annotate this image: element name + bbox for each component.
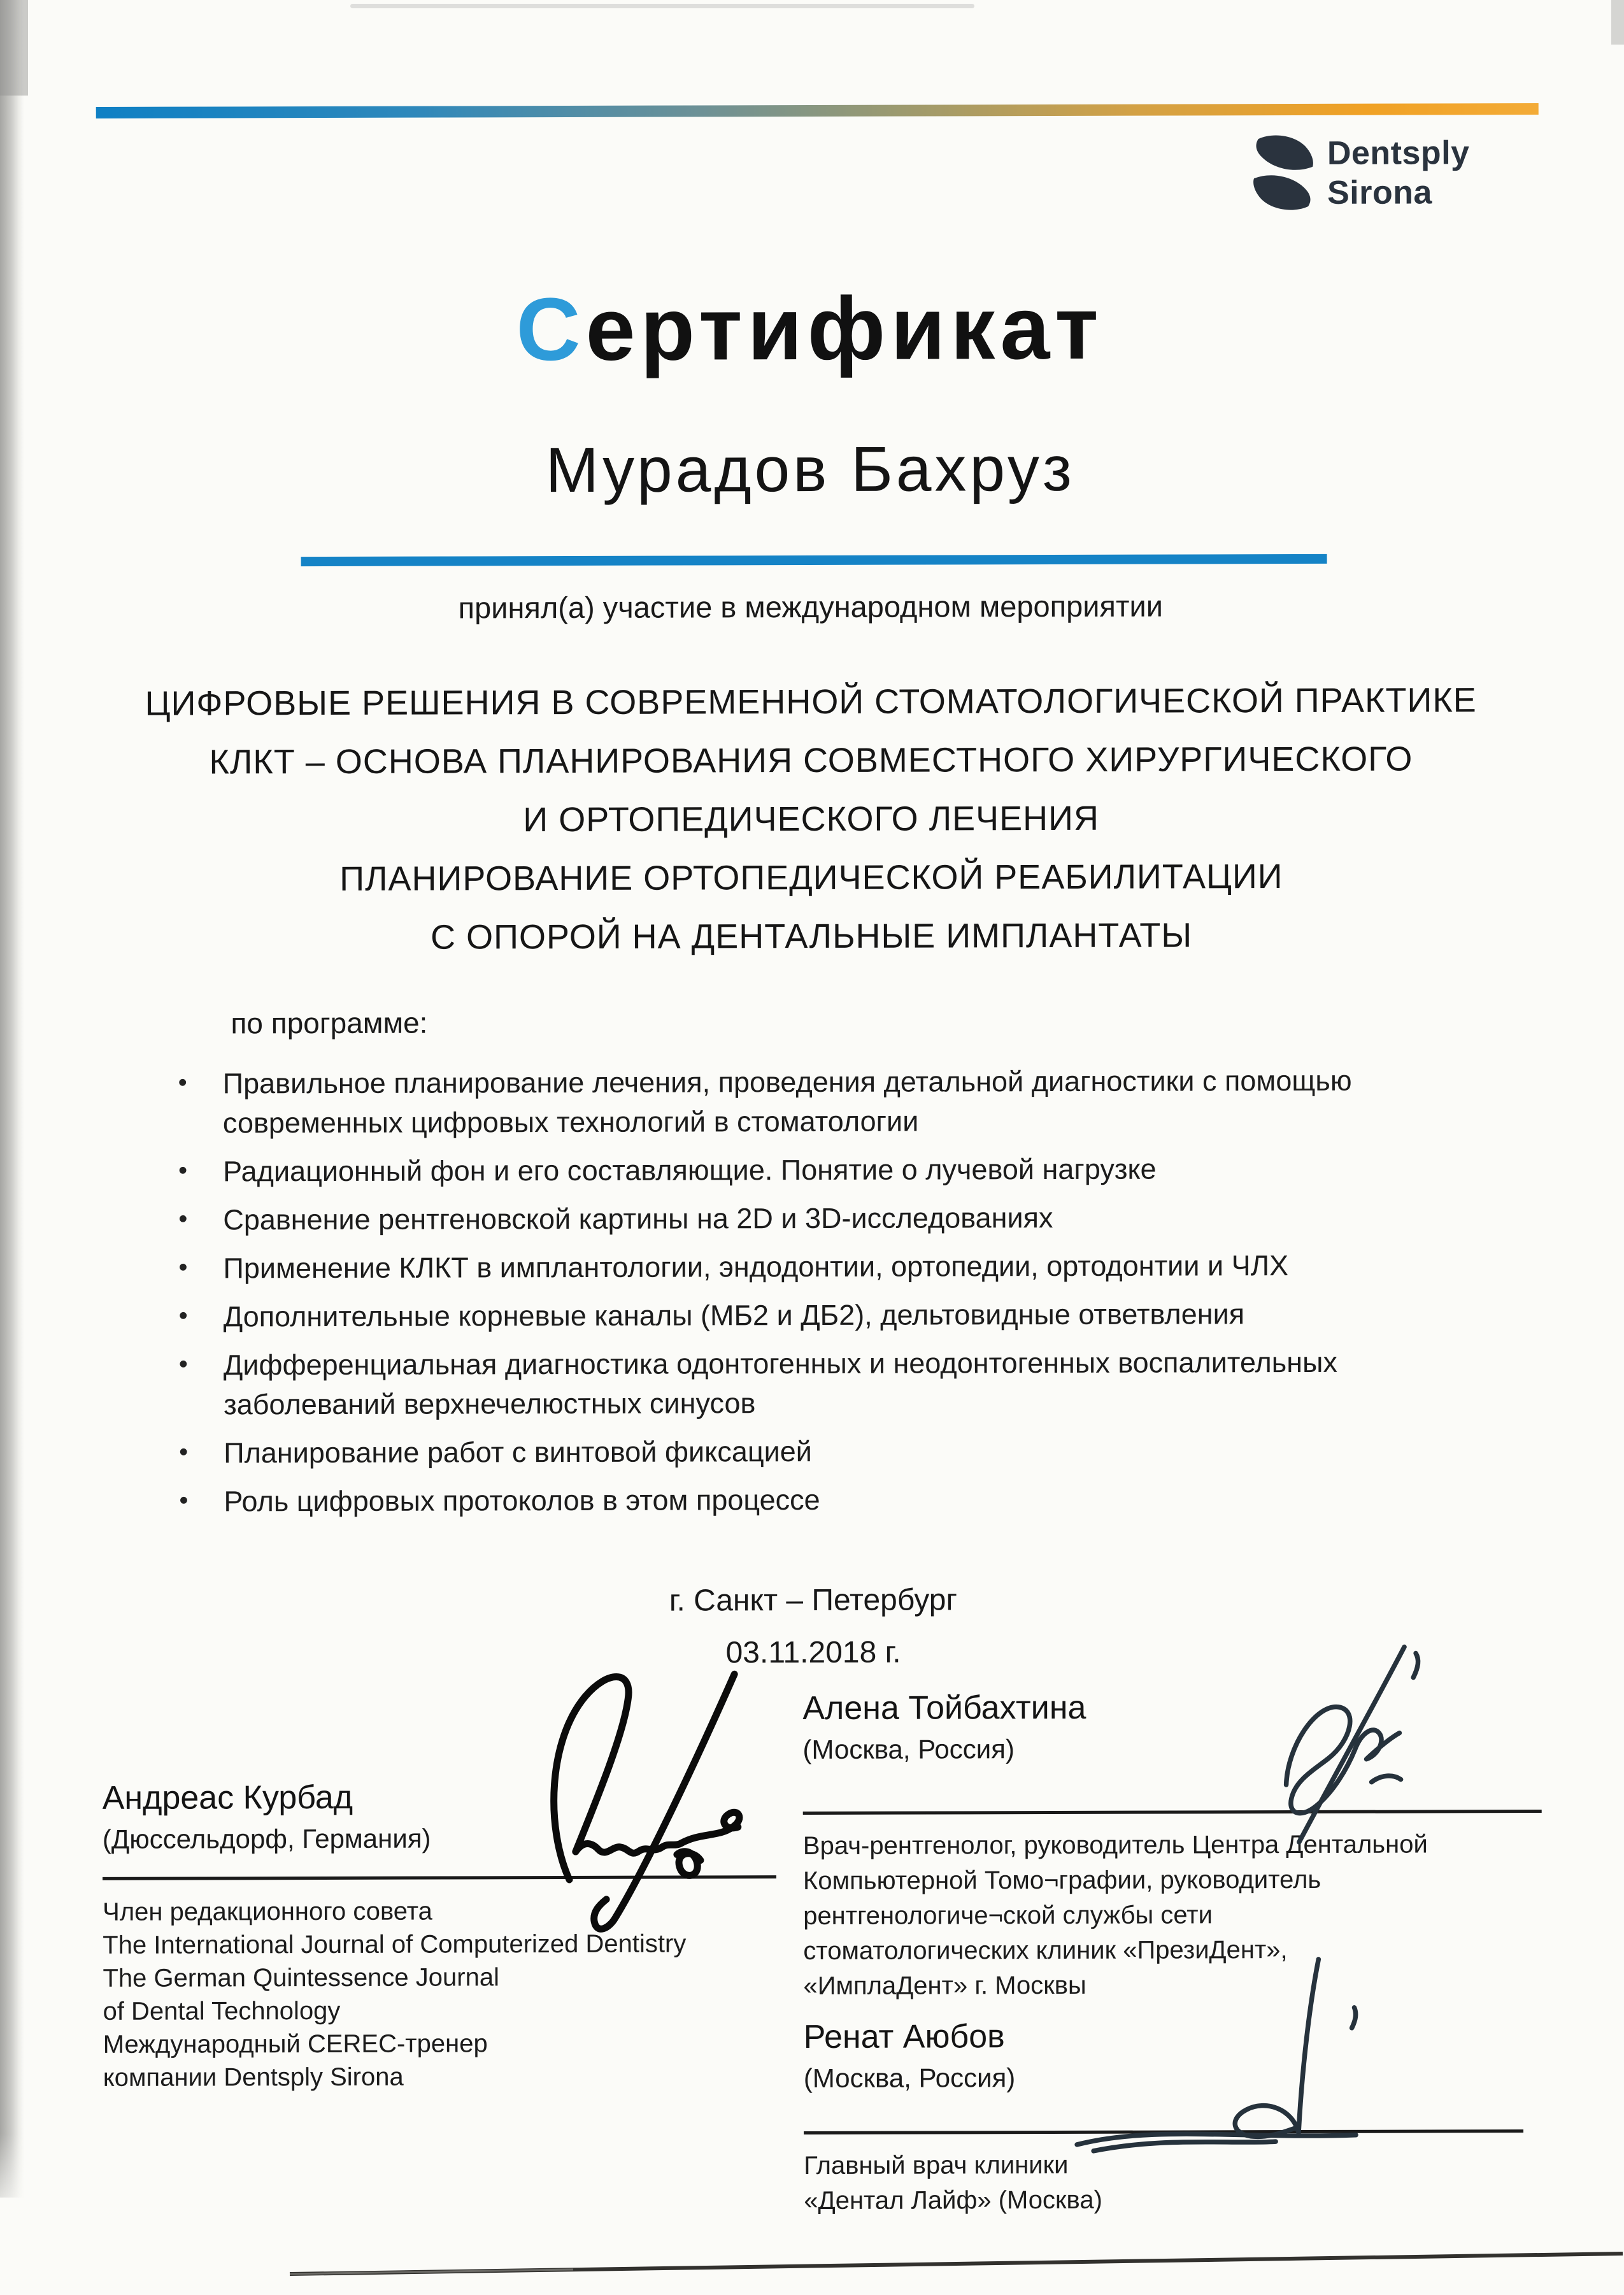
certificate-title <box>0 276 1622 382</box>
program-item <box>179 1343 1364 1425</box>
role-line: Международный CEREC-тренер <box>103 2029 488 2059</box>
scan-left-edge <box>0 0 24 2198</box>
program-item-text: Дополнительные корневые каналы (МБ2 и ДБ2), дельтовидные ответвления <box>223 1298 1245 1333</box>
header-gradient-bar <box>96 103 1539 118</box>
dentsply-sirona-logo <box>1253 133 1470 213</box>
event-title-line: ЦИФРОВЫЕ РЕШЕНИЯ В СОВРЕМЕННОЙ СТОМАТОЛОГИЧЕСКОЙ ПРАКТИКЕ <box>145 681 1477 723</box>
program-item-text: Применение КЛКТ в имплантологии, эндодонтии, ортопедии, ортодонтии и ЧЛХ <box>223 1249 1289 1285</box>
program-item-text: Правильное планирование лечения, проведения детальной диагностики с помощью современных цифровых технологий в стоматологии <box>222 1064 1352 1140</box>
role-line: «Дентал Лайф» (Москва) <box>804 2185 1102 2215</box>
program-item <box>178 1149 1363 1192</box>
bullet-marker: • <box>178 1205 188 1233</box>
role-line: of Dental Technology <box>103 1996 341 2026</box>
bullet-marker: • <box>178 1156 188 1185</box>
event-title-line: КЛКТ – ОСНОВА ПЛАНИРОВАНИЯ СОВМЕСТНОГО ХИРУРГИЧЕСКОГО <box>209 740 1413 782</box>
program-item <box>179 1431 1364 1473</box>
signer-name: Андреас Курбад <box>102 1778 353 1817</box>
event-title <box>50 671 1572 968</box>
scan-top-edge <box>350 4 974 8</box>
scan-bottom-page-edge <box>0 2229 1624 2295</box>
recipient-underline <box>301 554 1327 566</box>
role-line: The German Quintessence Journal <box>103 1963 500 1992</box>
title-rest: ертификат <box>585 277 1104 379</box>
program-item-text: Роль цифровых протоколов в этом процессе <box>224 1483 820 1518</box>
role-line: Компьютерной Томо¬графии, руководитель <box>802 1865 1321 1896</box>
program-item <box>178 1061 1363 1143</box>
role-line: Главный врач клиники <box>804 2150 1069 2180</box>
program-item <box>178 1198 1363 1240</box>
program-item-text: Дифференциальная диагностика одонтогенных и неодонтогенных воспалительных заболеваний верхнечелюстных синусов <box>223 1345 1337 1421</box>
signature-toybakhtina-image <box>1189 1636 1441 1847</box>
bullet-marker: • <box>179 1438 189 1466</box>
bullet-marker: • <box>178 1253 188 1282</box>
signer-location: (Дюссельдорф, Германия) <box>102 1823 431 1854</box>
venue-date: 03.11.2018 г. <box>725 1635 901 1670</box>
role-line: компании Dentsply Sirona <box>103 2063 404 2092</box>
scan-left-edge-fade <box>0 2134 25 2236</box>
role-line: «ИмплаДент» г. Москвы <box>803 1971 1086 2001</box>
recipient-name: Мурадов Бахруз <box>545 433 1075 506</box>
program-item-text: Сравнение рентгеновской картины на 2D и 3D-исследованиях <box>223 1201 1053 1236</box>
bullet-marker: • <box>179 1486 189 1515</box>
program-item-text: Планирование работ с винтовой фиксацией <box>224 1435 812 1469</box>
logo-wordmark <box>1327 133 1470 213</box>
signature-kurbad-image <box>508 1655 776 1939</box>
role-line: The International Journal of Computerized Dentistry <box>103 1929 687 1959</box>
program-item <box>179 1294 1364 1337</box>
venue-city: г. Санкт – Петербург <box>669 1583 958 1618</box>
role-line: рентгенологиче¬ской службы сети <box>803 1901 1213 1931</box>
signer-name: Ренат Аюбов <box>803 2018 1005 2056</box>
signer-name: Алена Тойбахтина <box>802 1689 1086 1727</box>
bullet-marker: • <box>178 1068 187 1097</box>
event-title-line: И ОРТОПЕДИЧЕСКОГО ЛЕЧЕНИЯ <box>523 799 1099 840</box>
bullet-marker: • <box>178 1350 188 1378</box>
title-accent-letter: С <box>516 278 586 380</box>
role-line: стоматологических клиник «ПрезиДент», <box>803 1936 1288 1966</box>
program-item <box>178 1246 1363 1289</box>
program-list <box>178 1061 1371 1531</box>
bullet-marker: • <box>178 1301 188 1330</box>
signer-location: (Москва, Россия) <box>802 1734 1015 1765</box>
role-line: Врач-рентгенолог, руководитель Центра Дентальной <box>802 1830 1428 1861</box>
scan-top-left-corner <box>0 0 28 96</box>
logo-wordmark-line2: Sirona <box>1327 174 1432 211</box>
participation-subtitle: принял(а) участие в международном мероприятии <box>458 589 1164 625</box>
scan-top-right-edge <box>1611 0 1624 45</box>
signer-location: (Москва, Россия) <box>803 2063 1016 2094</box>
event-title-line: ПЛАНИРОВАНИЕ ОРТОПЕДИЧЕСКОЙ РЕАБИЛИТАЦИИ <box>339 857 1283 898</box>
program-label: по программе: <box>231 1006 428 1040</box>
logo-s-mark-icon <box>1253 134 1313 211</box>
program-item-text: Радиационный фон и его составляющие. Понятие о лучевой нагрузке <box>223 1152 1157 1188</box>
signature-ayubov-image <box>1050 1955 1388 2150</box>
logo-wordmark-line1: Dentsply <box>1327 134 1470 172</box>
role-line: Член редакционного совета <box>103 1897 432 1926</box>
program-item <box>179 1479 1364 1522</box>
signer-roles <box>804 2147 1552 2219</box>
event-title-line: С ОПОРОЙ НА ДЕНТАЛЬНЫЕ ИМПЛАНТАТЫ <box>431 916 1193 957</box>
